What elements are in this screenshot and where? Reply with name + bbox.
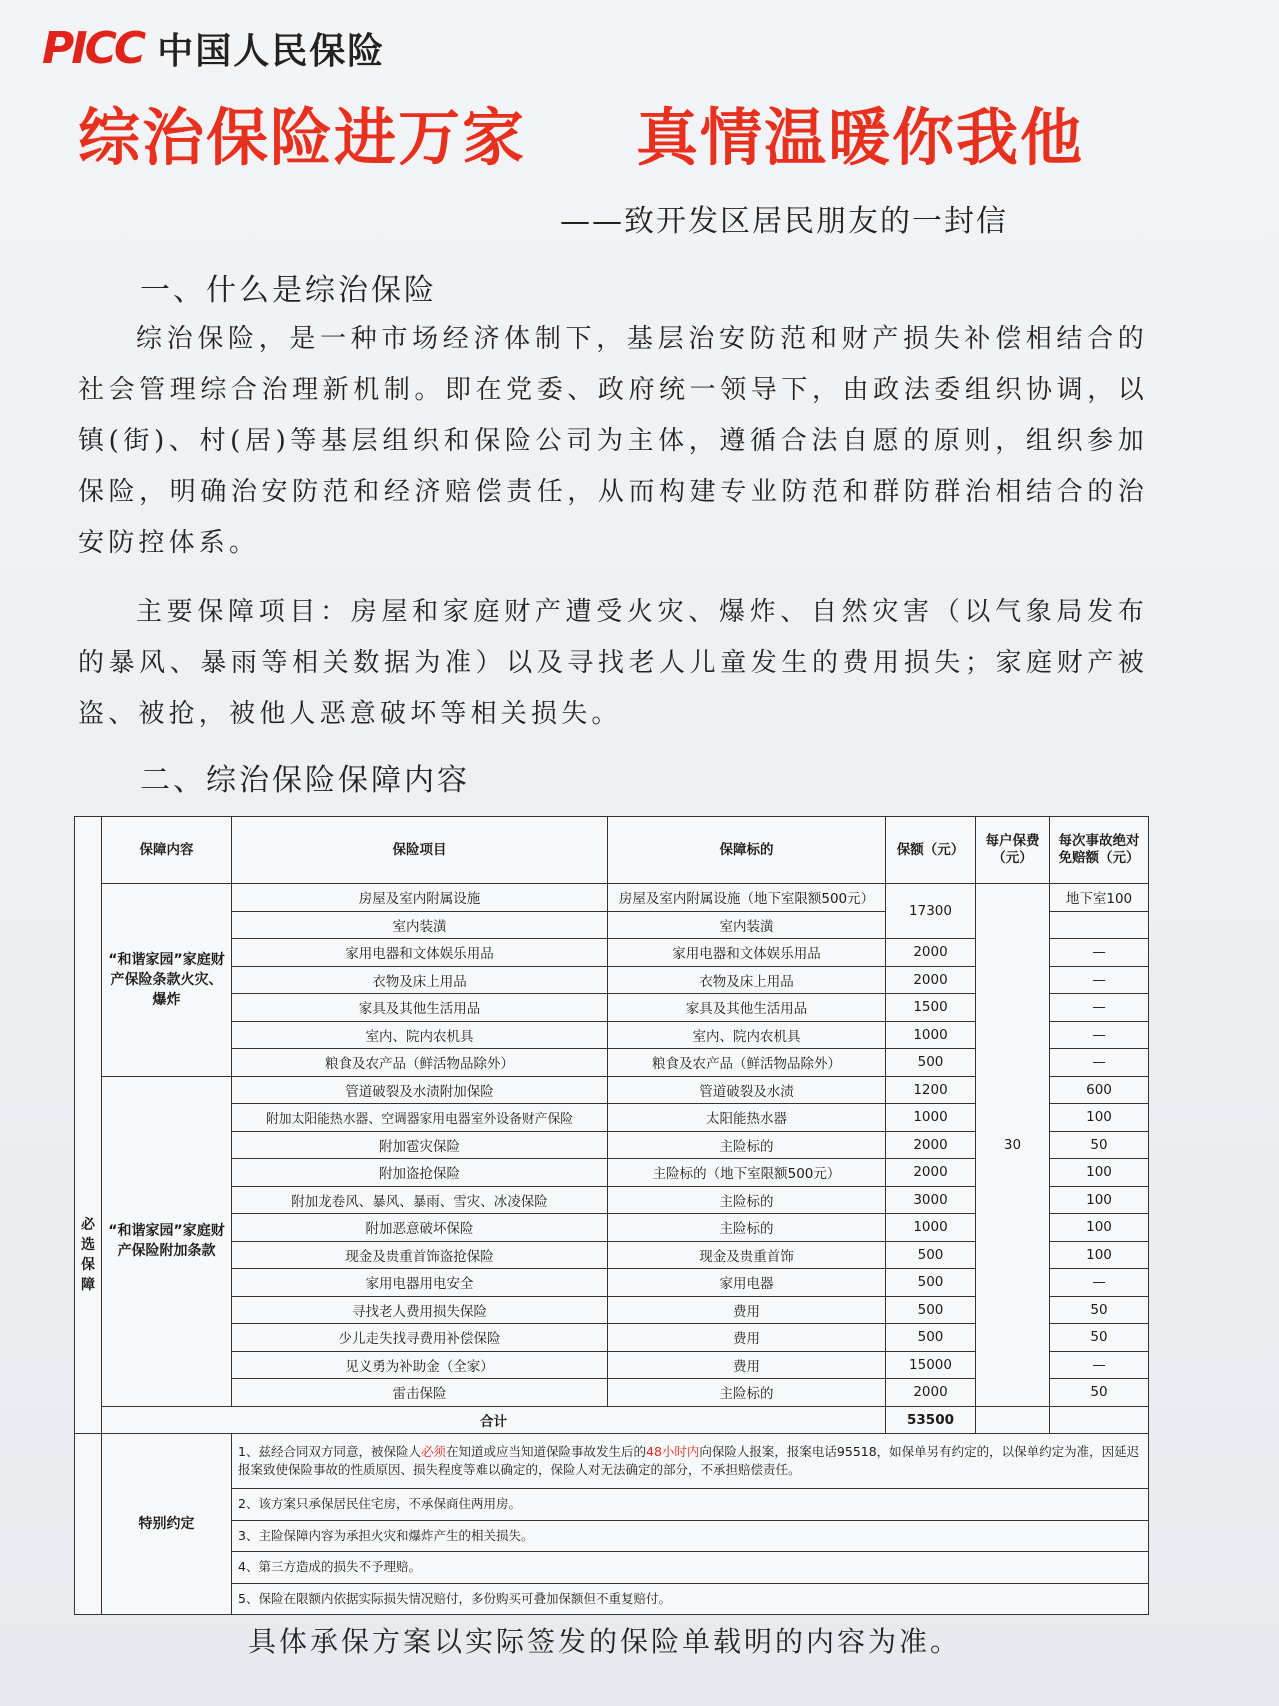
deductible-cell: 100: [1050, 1241, 1149, 1269]
special-note-1: [232, 1434, 1149, 1489]
item-cell: 寻找老人费用损失保险: [232, 1296, 608, 1324]
subject-cell: 主险标的: [608, 1379, 886, 1407]
header-deductible: 每次事故绝对免赔额（元）: [1050, 817, 1149, 884]
subject-cell: 室内装潢: [608, 911, 886, 939]
special-note-2: 2、该方案只承保居民住宅房，不承保商住两用房。: [232, 1489, 1149, 1521]
item-cell: 室内、院内农机具: [232, 1021, 608, 1049]
subject-cell: 费用: [608, 1296, 886, 1324]
item-cell: 附加盗抢保险: [232, 1159, 608, 1187]
deductible-cell: 50: [1050, 1296, 1149, 1324]
header-subject: 保障标的: [608, 817, 886, 884]
header-content: 保障内容: [102, 817, 232, 884]
picc-logo: [42, 22, 386, 74]
subject-cell: 管道破裂及水渍: [608, 1076, 886, 1104]
item-cell: 附加雹灾保险: [232, 1131, 608, 1159]
note1-text-c: 向保险人报案，报案电话95518，如保单另有约定的，以保单约定为准，因延迟报案致使保险事故的性质原因、损失程度等难以确定的，保险人对无法确定的部分，不承担赔偿责任。: [238, 1444, 1140, 1477]
total-deductible-empty: [1050, 1406, 1149, 1434]
subject-cell: 家用电器和文体娱乐用品: [608, 939, 886, 967]
subject-cell: 太阳能热水器: [608, 1104, 886, 1132]
deductible-cell: 100: [1050, 1159, 1149, 1187]
deductible-cell: 地下室100: [1050, 884, 1149, 912]
subject-cell: 衣物及床上用品: [608, 966, 886, 994]
item-cell: 附加恶意破坏保险: [232, 1214, 608, 1242]
total-label: 合计: [102, 1406, 886, 1434]
subject-cell: 房屋及室内附属设施（地下室限额500元）: [608, 884, 886, 912]
logo-text: 中国人民保险: [157, 30, 386, 72]
amount-cell: 2000: [886, 939, 976, 967]
subject-cell: 费用: [608, 1351, 886, 1379]
special-note-4: 4、第三方造成的损失不予理赔。: [232, 1552, 1149, 1584]
item-cell: 雷击保险: [232, 1379, 608, 1407]
letter-subtitle: ——致开发区居民朋友的一封信: [560, 204, 1008, 239]
deductible-cell: 100: [1050, 1186, 1149, 1214]
special-row: [75, 1520, 1149, 1552]
section1-body: [78, 314, 1148, 740]
amount-cell: 1000: [886, 1214, 976, 1242]
amount-cell: 2000: [886, 1379, 976, 1407]
deductible-cell: [1050, 911, 1149, 939]
slogan-left: 综治保险进万家: [78, 101, 527, 174]
deductible-cell: 50: [1050, 1379, 1149, 1407]
special-row: [75, 1583, 1149, 1615]
special-row: [75, 1434, 1149, 1489]
subject-cell: 现金及贵重首饰: [608, 1241, 886, 1269]
item-cell: 家具及其他生活用品: [232, 994, 608, 1022]
subject-cell: 费用: [608, 1324, 886, 1352]
item-cell: 家用电器用电安全: [232, 1269, 608, 1297]
group1-label: “和谐家园”家庭财产保险条款火灾、爆炸: [102, 884, 232, 1077]
amount-cell: 500: [886, 1241, 976, 1269]
amount-cell: 15000: [886, 1351, 976, 1379]
special-left-empty: [75, 1434, 102, 1615]
special-note-5: 5、保险在限额内依据实际损失情况赔付，多份购买可叠加保额但不重复赔付。: [232, 1583, 1149, 1615]
amount-cell: 2000: [886, 966, 976, 994]
amount-cell: 1500: [886, 994, 976, 1022]
table-row: [75, 884, 1149, 912]
section1-paragraph2: 主要保障项目：房屋和家庭财产遭受火灾、爆炸、自然灾害（以气象局发布的暴风、暴雨等相关数据为准）以及寻找老人儿童发生的费用损失；家庭财产被盗、被抢，被他人恶意破坏等相关损失。: [78, 597, 1148, 729]
note1-text-a: 1、兹经合同双方同意，被保险人: [238, 1444, 421, 1459]
item-cell: 室内装潢: [232, 911, 608, 939]
item-cell: 家用电器和文体娱乐用品: [232, 939, 608, 967]
premium-cell: 30: [976, 884, 1050, 1407]
footer-note: 具体承保方案以实际签发的保险单载明的内容为准。: [248, 1625, 962, 1658]
amount-cell: 500: [886, 1296, 976, 1324]
subject-cell: 家具及其他生活用品: [608, 994, 886, 1022]
item-cell: 现金及贵重首饰盗抢保险: [232, 1241, 608, 1269]
deductible-cell: —: [1050, 1269, 1149, 1297]
item-cell: 附加太阳能热水器、空调器家用电器室外设备财产保险: [232, 1104, 608, 1132]
item-cell: 房屋及室内附属设施: [232, 884, 608, 912]
deductible-cell: 600: [1050, 1076, 1149, 1104]
group2-label: “和谐家园”家庭财产保险附加条款: [102, 1076, 232, 1406]
subject-cell: 粮食及农产品（鲜活物品除外）: [608, 1049, 886, 1077]
header-premium: 每户保费（元）: [976, 817, 1050, 884]
item-cell: 见义勇为补助金（全家）: [232, 1351, 608, 1379]
subject-cell: 主险标的: [608, 1131, 886, 1159]
amount-cell: 1000: [886, 1021, 976, 1049]
header-amount: 保额（元）: [886, 817, 976, 884]
special-label: 特别约定: [102, 1434, 232, 1615]
logo-mark: PICC: [42, 22, 144, 74]
subject-cell: 主险标的: [608, 1214, 886, 1242]
amount-cell: 500: [886, 1049, 976, 1077]
note1-emphasis-must: 必须: [420, 1444, 446, 1459]
header-item: 保险项目: [232, 817, 608, 884]
subject-cell: 主险标的（地下室限额500元）: [608, 1159, 886, 1187]
deductible-cell: 100: [1050, 1104, 1149, 1132]
section1-paragraph1: 综治保险，是一种市场经济体制下，基层治安防范和财产损失补偿相结合的社会管理综合治理新机制。即在党委、政府统一领导下，由政法委组织协调，以镇(街)、村(居)等基层组织和保险公司为主体，遵循合法自愿的原则，组织参加保险，明确治安防范和经济赔偿责任，从而构建专业防范和群防群治相结合的治安防控体系。: [78, 324, 1148, 558]
item-cell: 附加龙卷风、暴风、暴雨、雪灾、冰凌保险: [232, 1186, 608, 1214]
amount-cell: 1200: [886, 1076, 976, 1104]
deductible-cell: —: [1050, 1351, 1149, 1379]
note1-text-b: 在知道或应当知道保险事故发生后的: [445, 1444, 646, 1459]
total-premium-empty: [976, 1406, 1050, 1434]
subject-cell: 家用电器: [608, 1269, 886, 1297]
amount-cell: 3000: [886, 1186, 976, 1214]
deductible-cell: —: [1050, 994, 1149, 1022]
subject-cell: 室内、院内农机具: [608, 1021, 886, 1049]
amount-cell: 500: [886, 1324, 976, 1352]
total-amount: 53500: [886, 1406, 976, 1434]
amount-cell: 500: [886, 1269, 976, 1297]
deductible-cell: 50: [1050, 1131, 1149, 1159]
deductible-cell: —: [1050, 1021, 1149, 1049]
special-row: [75, 1489, 1149, 1521]
item-cell: 粮食及农产品（鲜活物品除外）: [232, 1049, 608, 1077]
amount-cell: 2000: [886, 1159, 976, 1187]
special-note-3: 3、主险保障内容为承担火灾和爆炸产生的相关损失。: [232, 1520, 1149, 1552]
deductible-cell: —: [1050, 1049, 1149, 1077]
special-row: [75, 1552, 1149, 1584]
amount-cell: 2000: [886, 1131, 976, 1159]
required-label: 必选保障: [75, 817, 102, 1434]
deductible-cell: 50: [1050, 1324, 1149, 1352]
section2-heading: 二、综治保险保障内容: [140, 763, 470, 798]
coverage-table: [74, 816, 1149, 1615]
item-cell: 衣物及床上用品: [232, 966, 608, 994]
section1-heading: 一、什么是综治保险: [140, 273, 437, 308]
amount-cell: 1000: [886, 1104, 976, 1132]
total-row: [75, 1406, 1149, 1434]
deductible-cell: —: [1050, 939, 1149, 967]
table-header-row: [75, 817, 1149, 884]
item-cell: 少儿走失找寻费用补偿保险: [232, 1324, 608, 1352]
item-cell: 管道破裂及水渍附加保险: [232, 1076, 608, 1104]
note1-emphasis-48h: 48小时内: [646, 1444, 700, 1459]
deductible-cell: 100: [1050, 1214, 1149, 1242]
deductible-cell: —: [1050, 966, 1149, 994]
slogan-right: 真情温暖你我他: [636, 101, 1085, 174]
amount-cell: 17300: [886, 884, 976, 939]
subject-cell: 主险标的: [608, 1186, 886, 1214]
